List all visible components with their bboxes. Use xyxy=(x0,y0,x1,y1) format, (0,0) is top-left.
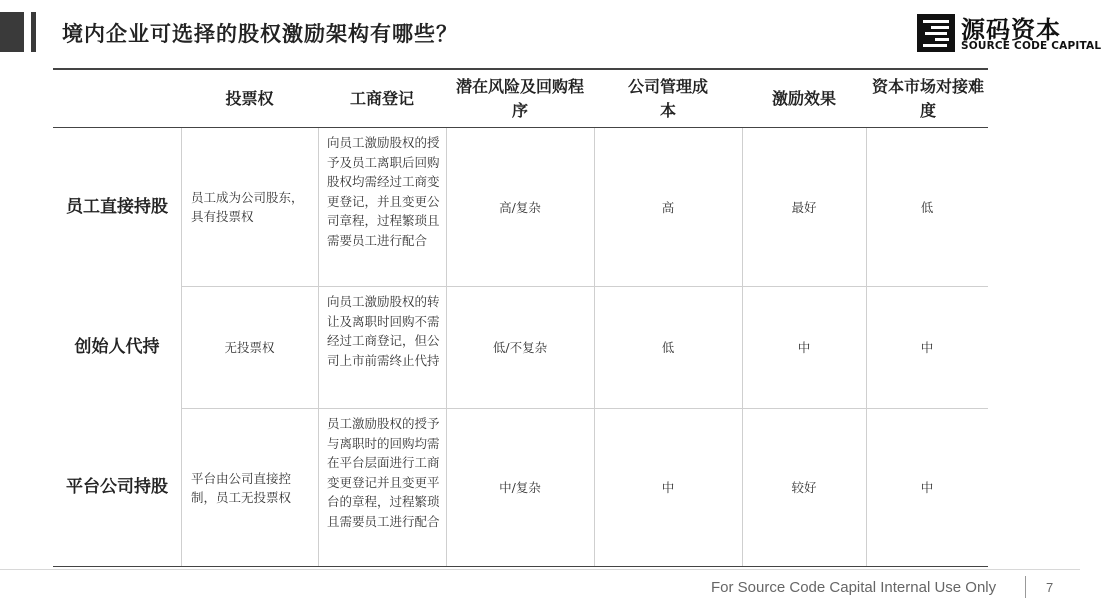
cell-cost: 高 xyxy=(661,199,675,215)
cell-voting: 平台由公司直接控制，员工无投票权 xyxy=(191,470,292,505)
cell-risk: 低/不复杂 xyxy=(492,340,548,355)
page-number: 7 xyxy=(1046,580,1054,595)
cell-market: 低 xyxy=(920,199,934,215)
cell-voting: 无投票权 xyxy=(224,340,275,355)
cell-cost: 中 xyxy=(661,480,675,495)
cell-voting: 员工成为公司股东，具有投票权 xyxy=(191,190,304,224)
logo-name-cn: 源码资本 xyxy=(961,15,1061,44)
col-header-cost: 公司管理成本 xyxy=(627,76,708,120)
cell-effect: 较好 xyxy=(791,480,817,495)
footer-separator xyxy=(1025,576,1026,598)
logo-name-en: SOURCE CODE CAPITAL xyxy=(961,40,1101,52)
row-label-direct: 员工直接持股 xyxy=(66,196,168,217)
header-accent-bar xyxy=(0,12,24,52)
cell-risk: 中/复杂 xyxy=(499,480,541,495)
col-header-market: 资本市场对接难度 xyxy=(872,76,985,120)
col-header-risk: 潜在风险及回购程序 xyxy=(455,76,584,120)
footer-rule xyxy=(0,569,1080,570)
table-bottom-rule xyxy=(53,566,988,567)
brand-logo xyxy=(917,12,1101,56)
col-header-effect: 激励效果 xyxy=(771,88,836,108)
cell-cost: 低 xyxy=(661,340,675,355)
cell-registration: 向员工激励股权的授予及员工离职后回购股权均需经过工商变更登记，并且变更公司章程，过程繁琐且需要员工进行配合 xyxy=(327,135,440,248)
header-accent-bar-thin xyxy=(31,12,36,52)
cell-market: 中 xyxy=(920,340,934,355)
row-label-founder: 创始人代持 xyxy=(74,337,160,357)
cell-effect: 中 xyxy=(797,340,811,355)
cell-market: 中 xyxy=(920,480,934,495)
cell-effect: 最好 xyxy=(791,199,817,215)
footer-note: For Source Code Capital Internal Use Only xyxy=(711,579,997,596)
row-label-platform: 平台公司持股 xyxy=(66,477,168,497)
logo-mark-icon xyxy=(917,14,955,52)
cell-registration: 员工激励股权的授予与离职时的回购均需在平台层面进行工商变更登记并且变更平台的章程，过程繁琐且需要员工进行配合 xyxy=(327,416,440,529)
cell-risk: 高/复杂 xyxy=(499,199,541,215)
col-header-voting: 投票权 xyxy=(225,88,274,108)
page-title: 境内企业可选择的股权激励架构有哪些？ xyxy=(62,21,458,46)
col-header-registration: 工商登记 xyxy=(349,88,414,108)
cell-registration: 向员工激励股权的转让及离职时回购不需经过工商登记，但公司上市前需终止代持 xyxy=(327,294,440,368)
